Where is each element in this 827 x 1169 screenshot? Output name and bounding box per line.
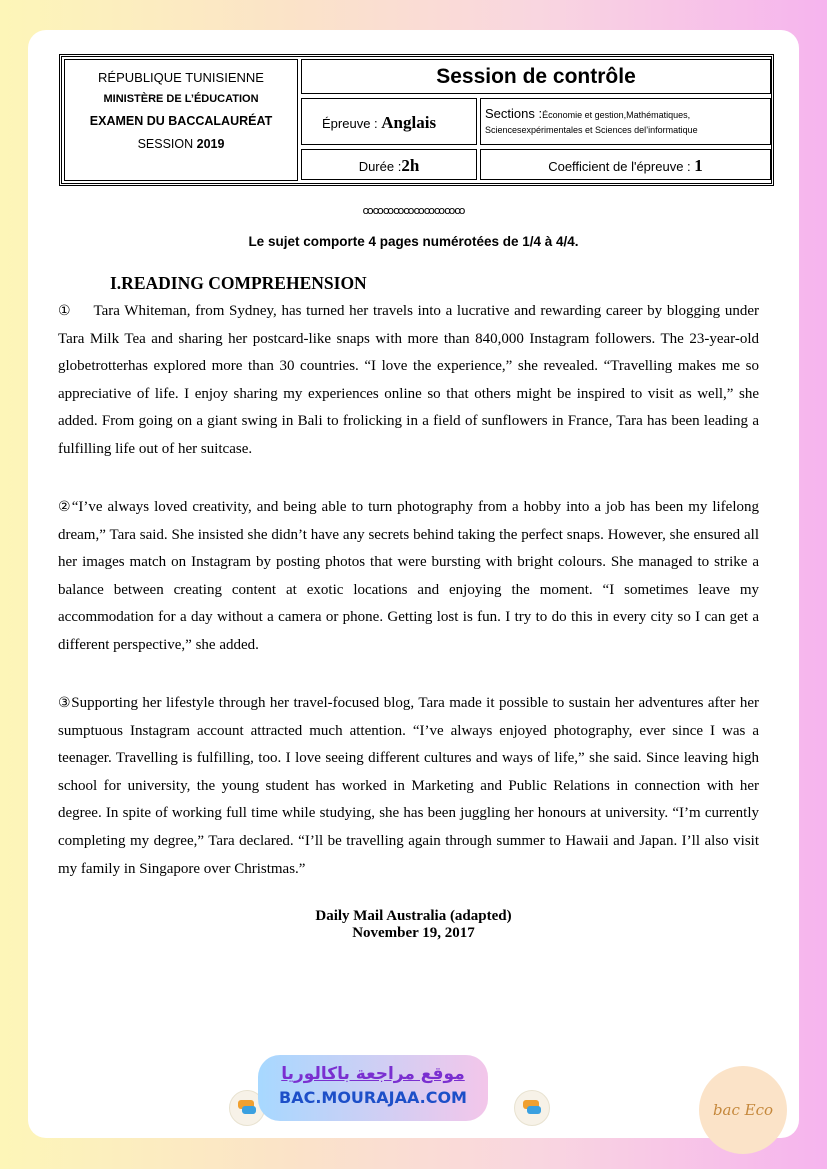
coefficient-value: 1 <box>694 156 703 175</box>
exam-page <box>28 30 799 1138</box>
book-logo-icon <box>514 1090 550 1126</box>
paragraph-text-1: Tara Whiteman, from Sydney, has turned her travels into a lucrative and rewarding career by blogging under Tara Milk Tea and sharing her postcard-like snaps with more than 840,000 Instagram followers. The 23-year-old globetrotterhas explored more than 30 countries. “I love the experience,” she revealed. “Travelling makes me so appreciative of life. I enjoy sharing my experiences online so that others might be inspired to visit as well,” she added. From going on a giant swing in Bali to frolicking in a field of sunflowers in France, Tara has been leading a fulfilling life out of her suitcase. <box>58 303 759 457</box>
paragraph-number-2: ② <box>58 499 72 515</box>
pages-note: Le sujet comporte 4 pages numérotées de 1/4 à 4/4. <box>248 234 579 249</box>
site-banner-url: BAC.MOURAJAA.COM <box>279 1088 467 1107</box>
duration-label: Durée : <box>358 159 402 174</box>
source-date: November 19, 2017 <box>352 925 475 941</box>
exam-name: EXAMEN DU BACCALAURÉAT <box>89 114 273 128</box>
sections-cell <box>480 98 771 145</box>
duration-value: 2h <box>401 156 420 175</box>
site-banner-link[interactable] <box>258 1055 488 1121</box>
session-year-line <box>65 137 297 151</box>
article-source <box>28 908 799 942</box>
ornament-divider: ꝏꝏꝏꝏꝏꝏꝏꝏꝏꝏ <box>362 204 465 217</box>
coefficient-cell <box>480 149 771 180</box>
country-name: RÉPUBLIQUE TUNISIENNE <box>98 70 264 85</box>
paragraph-number-3: ③ <box>58 695 72 711</box>
source-publication: Daily Mail Australia (adapted) <box>315 908 512 924</box>
subject-cell <box>301 98 477 145</box>
institution-cell <box>64 59 298 181</box>
coefficient-label: Coefficient de l'épreuve : <box>548 159 691 174</box>
sections-label: Sections : <box>485 106 543 121</box>
sections-value-2: Sciencesexpérimentales et Sciences del’informatique <box>485 125 698 135</box>
subject-value: Anglais <box>381 113 437 132</box>
duration-cell <box>301 149 477 180</box>
section-title: I.READING COMPREHENSION <box>110 273 367 293</box>
paragraph-text-3: Supporting her lifestyle through her travel-focused blog, Tara made it possible to sustain her adventures after her sumptuous Instagram account attracted much attention. “I’ve always enjoyed photography, ever since I was a teenager. Travelling is fulfilling, too. I love seeing different cultures and ways of life,” she said. Since leaving high school for university, the young student has worked in Marketing and Public Relations in connection with her degree. In spite of working full time while studying, she has been juggling her honours at university. “I’m currently completing my degree,” Tara declared. “I’ll be travelling again through summer to Hawaii and Japan. I’ll also visit my family in Singapore over Christmas.” <box>58 695 759 877</box>
ministry-name: MINISTÈRE DE L’ÉDUCATION <box>103 93 259 105</box>
paragraph-number-1: ① <box>58 303 72 319</box>
paragraph-2 <box>58 494 759 660</box>
session-label: SESSION <box>137 137 194 151</box>
paragraph-3 <box>58 690 759 883</box>
subject-label: Épreuve : <box>322 116 378 131</box>
exam-header-table <box>59 54 774 186</box>
paragraph-text-2: “I’ve always loved creativity, and being able to turn photography from a hobby into a job has been my lifelong dream,” Tara said. She insisted she didn’t have any secrets behind taking the perfect snaps. However, she ensured all her images match on Instagram by posting photos that were bursting with bright colours. She managed to strike a balance between creating content at exotic locations and enjoying the moment. “I sometimes leave my accommodation for a day without a camera or phone. Getting lost is fun. I try to do this in every city so I can get a different perspective,” she added. <box>58 499 759 653</box>
site-banner-arabic: موقع مراجعة باكالوريا <box>281 1064 465 1084</box>
session-year: 2019 <box>196 137 225 151</box>
sections-value-1: Économie et gestion,Mathématiques, <box>542 110 691 120</box>
bac-eco-logo: bac Eco <box>699 1066 787 1154</box>
paragraph-1 <box>58 298 759 464</box>
session-title: Session de contrôle <box>301 59 771 94</box>
